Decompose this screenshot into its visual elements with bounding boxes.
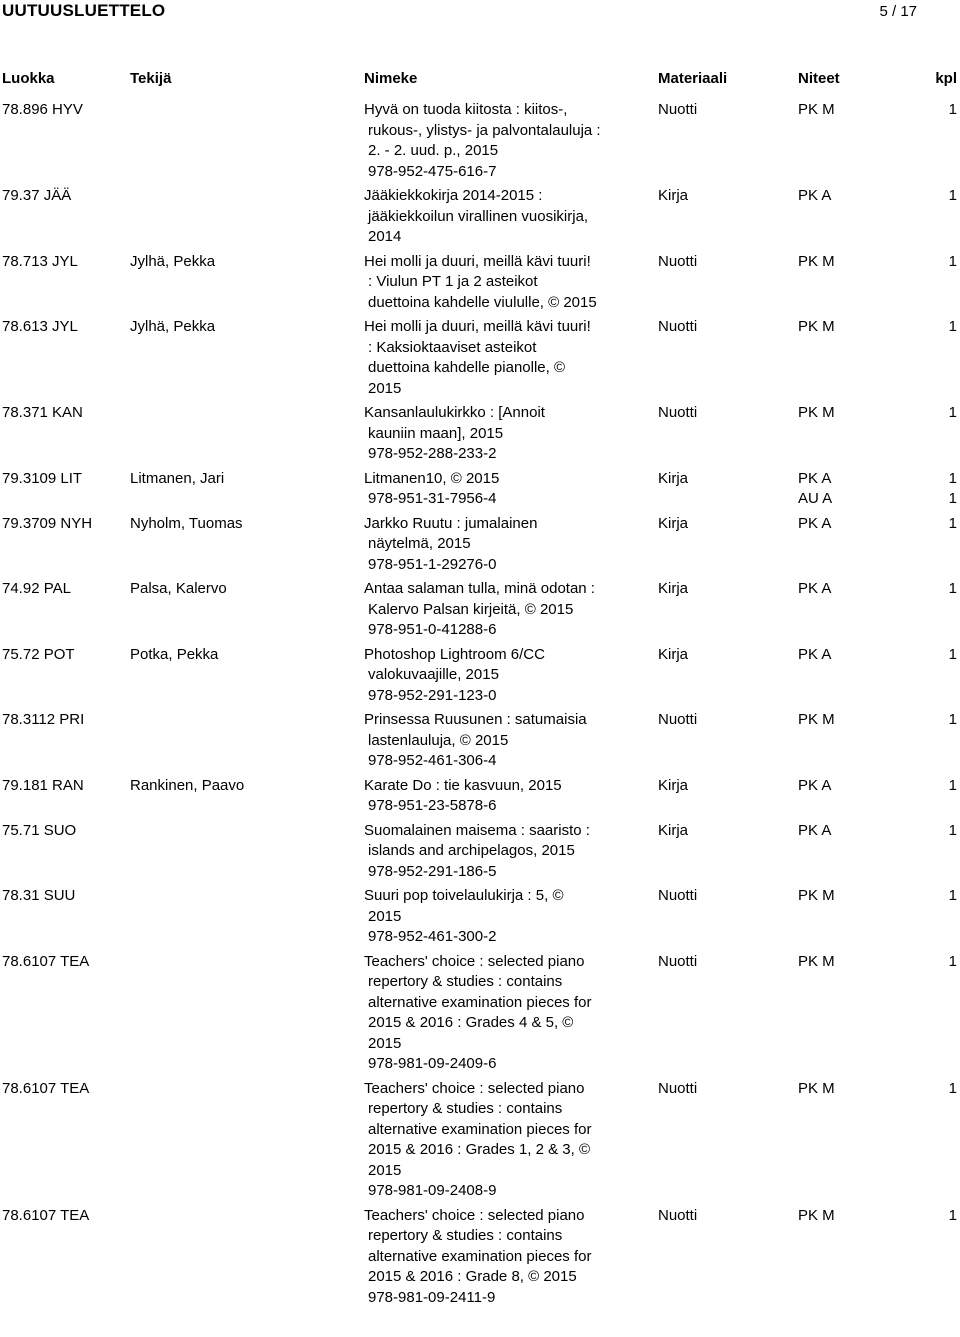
entry-class: 78.3112 PRI: [2, 711, 85, 728]
entry-class: 78.6107 TEA: [2, 1206, 90, 1224]
entry-class: 79.181 RAN: [2, 776, 84, 794]
entry-title-line: Karate Do : tie kasvuun, 2015: [364, 776, 562, 794]
entry-copies: [798, 252, 835, 273]
entry-title-line: : Viulun PT 1 ja 2 asteikot: [368, 273, 538, 290]
entry-copy-location: PK M: [798, 952, 835, 970]
entry-class: 78.371 KAN: [2, 404, 83, 421]
catalog-entry: [0, 1206, 960, 1309]
entry-title-line: 978-952-291-123-0: [368, 686, 497, 704]
entry-copy-location: PK A: [798, 821, 832, 839]
entry-material: Nuotti: [658, 101, 698, 118]
entry-title-line: 2015 & 2016 : Grade 8, © 2015: [368, 1268, 577, 1285]
catalog-entries: [0, 100, 960, 1312]
entry-copies: [798, 469, 832, 510]
catalog-entry: [0, 710, 960, 772]
entry-copies: [798, 645, 831, 666]
entry-title-line: 2014: [368, 228, 402, 245]
entry-count-value: 1: [948, 469, 957, 487]
entry-copy-location: PK A: [798, 776, 832, 794]
entry-copies: [798, 952, 835, 973]
entry-count-value: 1: [948, 645, 957, 663]
entry-count-value: 1: [948, 318, 957, 335]
entry-title-line: 2015: [368, 1034, 402, 1052]
entry-copy-location: PK M: [798, 1079, 835, 1097]
column-header-tekija: Tekijä: [130, 70, 172, 87]
entry-title-line: 978-981-09-2411-9: [368, 1288, 496, 1306]
entry-count: [949, 186, 957, 207]
entry-title: [364, 252, 629, 314]
entry-title-line: Photoshop Lightroom 6/CC: [364, 645, 545, 663]
entry-title-line: näytelmä, 2015: [368, 535, 471, 552]
entry-copy-location: PK A: [798, 580, 832, 597]
entry-copy-location: PK A: [798, 645, 832, 663]
entry-count-value: 1: [948, 887, 957, 904]
entry-title: [364, 952, 629, 1075]
catalog-entry: [0, 579, 960, 641]
entry-class: 78.896 HYV: [2, 101, 83, 118]
entry-title-line: Suomalainen maisema : saaristo :: [364, 821, 590, 839]
entry-title-line: 978-981-09-2408-9: [368, 1182, 497, 1199]
entry-count-value: 1: [948, 711, 957, 728]
entry-copies: [798, 886, 835, 907]
entry-author: Jylhä, Pekka: [130, 252, 216, 270]
entry-copies: [798, 514, 831, 535]
entry-title-line: 2015: [368, 379, 402, 397]
entry-count: [949, 100, 957, 121]
entry-count-value: 1: [948, 580, 957, 597]
entry-title-line: Jääkiekkokirja 2014-2015 :: [364, 187, 543, 204]
entry-author: Litmanen, Jari: [130, 469, 225, 487]
column-header-kpl: kpl: [935, 70, 957, 87]
entry-class: 78.31 SUU: [2, 887, 76, 904]
entry-material: Nuotti: [658, 404, 698, 421]
entry-title-line: Suuri pop toivelaulukirja : 5, ©: [364, 887, 564, 904]
entry-title: [364, 645, 629, 707]
column-header-row: [0, 69, 960, 89]
entry-title-line: kauniin maan], 2015: [368, 424, 504, 442]
entry-title-line: Teachers' choice : selected piano: [364, 1079, 585, 1097]
entry-copies: [798, 100, 835, 121]
entry-title-line: lastenlauluja, © 2015: [368, 731, 509, 749]
document-title: UUTUUSLUETTELO: [2, 1, 166, 20]
entry-copies: [798, 403, 835, 424]
entry-title-line: alternative examination pieces for: [368, 1247, 592, 1265]
entry-title: [364, 1206, 629, 1309]
entry-material: Nuotti: [658, 711, 698, 728]
entry-title: [364, 317, 629, 399]
entry-copy-location: PK M: [798, 711, 835, 728]
entry-title-line: duettoina kahdelle pianolle, ©: [368, 359, 566, 376]
entry-author: Jylhä, Pekka: [130, 318, 216, 335]
entry-count: [949, 821, 957, 842]
entry-material: Kirja: [658, 645, 689, 663]
catalog-entry: [0, 317, 960, 399]
entry-count-value: 1: [948, 101, 957, 118]
entry-title-line: repertory & studies : contains: [368, 1227, 563, 1244]
entry-title-line: alternative examination pieces for: [368, 1120, 592, 1138]
entry-count-value: 1: [948, 821, 957, 839]
entry-copy-location: PK M: [798, 318, 835, 335]
entry-count: [949, 252, 957, 273]
entry-count-value: 1: [948, 490, 957, 507]
entry-count-value: 1: [948, 252, 957, 270]
entry-count-value: 1: [948, 404, 957, 421]
entry-title-line: 978-981-09-2409-6: [368, 1055, 497, 1072]
entry-title: [364, 886, 629, 948]
entry-title-line: : Kaksioktaaviset asteikot: [368, 338, 537, 356]
entry-title-line: 2015: [368, 907, 402, 925]
entry-title-line: 2015 & 2016 : Grades 1, 2 & 3, ©: [368, 1141, 591, 1158]
entry-title: [364, 710, 629, 772]
entry-title-line: Antaa salaman tulla, minä odotan :: [364, 580, 595, 597]
entry-title-line: Hei molli ja duuri, meillä kävi tuuri!: [364, 252, 591, 270]
entry-title-line: 978-952-288-233-2: [368, 445, 497, 462]
entry-material: Nuotti: [658, 1079, 698, 1097]
entry-copy-location: PK A: [798, 469, 832, 487]
entry-copies: [798, 1079, 835, 1100]
entry-material: Kirja: [658, 821, 689, 839]
column-header-luokka: Luokka: [2, 70, 55, 87]
entry-title-line: jääkiekkoilun virallinen vuosikirja,: [368, 207, 589, 225]
entry-title-line: Litmanen10, © 2015: [364, 469, 500, 487]
page-number: 5 / 17: [879, 3, 917, 20]
entry-count: [949, 645, 957, 666]
entry-copy-location: PK A: [798, 514, 832, 532]
entry-title-line: alternative examination pieces for: [368, 993, 592, 1011]
entry-author: Potka, Pekka: [130, 645, 219, 663]
entry-count: [949, 952, 957, 973]
entry-title-line: Jarkko Ruutu : jumalainen: [364, 514, 538, 532]
column-header-materiaali: Materiaali: [658, 70, 728, 87]
entry-material: Kirja: [658, 469, 689, 487]
entry-copy-location: PK M: [798, 404, 835, 421]
entry-material: Kirja: [658, 514, 689, 532]
entry-count-value: 1: [948, 776, 957, 794]
catalog-entry: [0, 952, 960, 1075]
entry-title-line: islands and archipelagos, 2015: [368, 842, 575, 859]
entry-material: Nuotti: [658, 318, 698, 335]
entry-title-line: 978-952-461-300-2: [368, 928, 497, 945]
entry-copy-location: PK M: [798, 252, 835, 270]
entry-title-line: 978-951-23-5878-6: [368, 797, 497, 814]
column-header-niteet: Niteet: [798, 70, 840, 87]
entry-title-line: Hyvä on tuoda kiitosta : kiitos-,: [364, 101, 568, 118]
entry-class: 79.3709 NYH: [2, 514, 93, 532]
entry-copy-location: PK A: [798, 187, 832, 204]
entry-class: 74.92 PAL: [2, 580, 71, 597]
entry-copies: [798, 1206, 835, 1227]
catalog-entry: [0, 100, 960, 182]
entry-title: [364, 186, 629, 248]
entry-count-value: 1: [948, 187, 957, 204]
entry-class: 78.6107 TEA: [2, 952, 90, 970]
entry-title: [364, 469, 629, 510]
entry-title: [364, 821, 629, 883]
entry-count: [949, 514, 957, 535]
entry-title: [364, 100, 629, 182]
entry-material: Nuotti: [658, 252, 698, 270]
entry-copies: [798, 186, 831, 207]
entry-count: [949, 579, 957, 600]
entry-count: [949, 317, 957, 338]
column-header-nimeke: Nimeke: [364, 70, 418, 87]
entry-material: Nuotti: [658, 1206, 698, 1224]
entry-material: Kirja: [658, 580, 689, 597]
entry-author: Palsa, Kalervo: [130, 580, 227, 597]
entry-class: 75.71 SUO: [2, 821, 77, 839]
entry-title-line: 978-952-291-186-5: [368, 862, 497, 880]
entry-material: Nuotti: [658, 952, 698, 970]
entry-author: Nyholm, Tuomas: [130, 514, 243, 532]
entry-title: [364, 514, 629, 576]
entry-count-value: 1: [948, 952, 957, 970]
entry-count: [949, 710, 957, 731]
entry-title-line: valokuvaajille, 2015: [368, 666, 499, 683]
entry-material: Kirja: [658, 776, 689, 794]
entry-title: [364, 403, 629, 465]
entry-title: [364, 579, 629, 641]
entry-title-line: 978-951-0-41288-6: [368, 621, 497, 638]
entry-title-line: rukous-, ylistys- ja palvontalauluja :: [368, 121, 601, 139]
catalog-entry: [0, 403, 960, 465]
entry-copies: [798, 776, 831, 797]
entry-title-line: Kansanlaulukirkko : [Annoit: [364, 404, 545, 421]
entry-copies: [798, 821, 831, 842]
catalog-entry: [0, 186, 960, 248]
entry-title-line: 2. - 2. uud. p., 2015: [368, 142, 499, 159]
catalog-entry: [0, 514, 960, 576]
entry-copies: [798, 579, 831, 600]
entry-class: 78.613 JYL: [2, 318, 78, 335]
entry-class: 78.6107 TEA: [2, 1079, 90, 1097]
entry-count: [949, 403, 957, 424]
entry-copy-location: PK M: [798, 1206, 835, 1224]
catalog-entry: [0, 252, 960, 314]
entry-title-line: Hei molli ja duuri, meillä kävi tuuri!: [364, 318, 591, 335]
entry-author: Rankinen, Paavo: [130, 776, 245, 794]
catalog-entry: [0, 776, 960, 817]
catalog-entry: [0, 469, 960, 510]
catalog-entry: [0, 1079, 960, 1202]
entry-title-line: 978-952-461-306-4: [368, 752, 497, 769]
entry-copies: [798, 710, 835, 731]
entry-count: [949, 776, 957, 797]
entry-title-line: Teachers' choice : selected piano: [364, 952, 585, 970]
entry-title: [364, 1079, 629, 1202]
entry-material: Kirja: [658, 187, 689, 204]
entry-title: [364, 776, 629, 817]
entry-title-line: repertory & studies : contains: [368, 1100, 563, 1117]
entry-title-line: duettoina kahdelle viululle, © 2015: [368, 293, 597, 311]
entry-count: [949, 886, 957, 907]
entry-count-value: 1: [948, 1079, 957, 1097]
entry-material: Nuotti: [658, 887, 698, 904]
entry-class: 79.3109 LIT: [2, 469, 83, 487]
entry-title-line: 2015 & 2016 : Grades 4 & 5, ©: [368, 1014, 574, 1031]
entry-title-line: 978-951-1-29276-0: [368, 555, 497, 573]
entry-title-line: Prinsessa Ruusunen : satumaisia: [364, 711, 587, 728]
entry-copies: [798, 317, 835, 338]
entry-title-line: repertory & studies : contains: [368, 973, 563, 990]
entry-copy-location: PK M: [798, 101, 835, 118]
entry-class: 75.72 POT: [2, 645, 75, 663]
catalog-entry: [0, 886, 960, 948]
entry-count: [949, 1206, 957, 1227]
catalog-entry: [0, 645, 960, 707]
entry-copy-location: PK M: [798, 887, 835, 904]
entry-class: 79.37 JÄÄ: [2, 187, 72, 204]
entry-title-line: Teachers' choice : selected piano: [364, 1206, 585, 1224]
entry-count-value: 1: [948, 1206, 957, 1224]
entry-count: [949, 469, 957, 510]
entry-count: [949, 1079, 957, 1100]
entry-class: 78.713 JYL: [2, 252, 78, 270]
entry-title-line: 978-951-31-7956-4: [368, 490, 497, 507]
catalog-entry: [0, 821, 960, 883]
entry-title-line: 978-952-475-616-7: [368, 162, 497, 180]
entry-copy-location: AU A: [798, 490, 833, 507]
entry-count-value: 1: [948, 514, 957, 532]
entry-title-line: 2015: [368, 1161, 402, 1179]
entry-title-line: Kalervo Palsan kirjeitä, © 2015: [368, 600, 574, 618]
